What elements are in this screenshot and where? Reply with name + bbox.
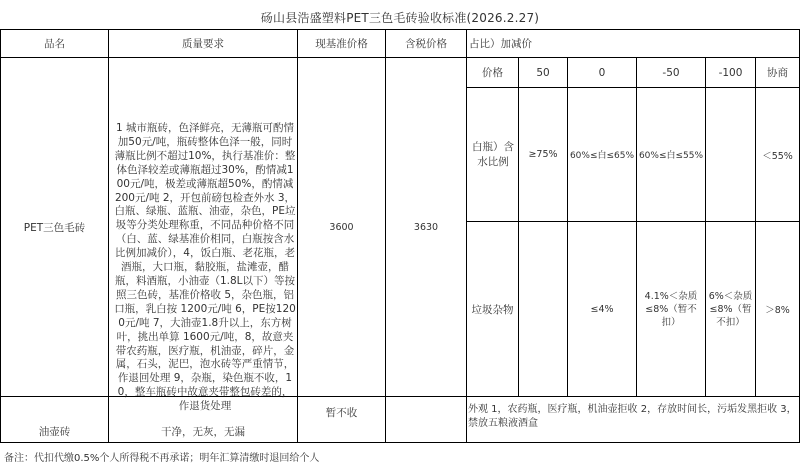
garbage-value: ≤4% (590, 303, 614, 315)
page-title: 砀山县浩盛塑料PET三色毛砖验收标准(2026.2.27) (260, 11, 540, 25)
garbage-value (519, 222, 567, 396)
footer-note: 备注：代扣代缴0.5%个人所得税不再承诺；明年汇算清缴时退回给个人 (4, 453, 320, 464)
header-ratio-adjust: 占比）加减价 (469, 38, 532, 50)
tax-price: 3630 (413, 221, 439, 233)
price-level: 0 (598, 66, 606, 79)
price-level: 50 (536, 66, 550, 79)
white-ratio-label: 白瓶）含水比例 (472, 140, 514, 168)
header-current-price: 现基准价格 (315, 38, 368, 50)
white-ratio-value: 60%≤白≤55% (638, 151, 704, 161)
oil-appearance-rules: 外观 1，农药瓶，医疗瓶，机油壶拒收 2，存放时间长，污垢发黑拒收 3，禁放五粮液酒盒 (468, 404, 797, 429)
header-tax-price: 含税价格 (405, 38, 447, 50)
garbage-value: ＞8% (765, 305, 790, 316)
price-row-label: 价格 (482, 67, 503, 79)
garbage-value: 6%＜杂质≤8%（暂不扣） (708, 290, 753, 328)
price-level: -100 (718, 66, 743, 79)
quality-requirements: 1 城市瓶砖，色泽鲜亮，无薄瓶可酌情加50元/吨，瓶砖整体色泽一般，同时薄瓶比例不超过10%，执行基准价：整体色泽较差或薄瓶超过30%，酌情减100元/吨，极差或薄瓶超50%，酌情减200元/吨 2，开包前磅包检查外水 3，白瓶、绿瓶、蓝瓶、油壶，杂色，PE垃圾等分类处理称重，不同品种价格不同（白、蓝、绿基准价相同，白瓶按含水比例加减价），4，饭白瓶、老花瓶，老酒瓶，大口瓶，黏胶瓶，盐滩壶，醋瓶，料酒瓶，小油壶（1.8L以下）等按照三色砖，基准价格收 5，杂色瓶，铝口瓶，乳白按 1200元/吨 6，PE按1200元/吨 7，大油壶1.8升以上，东方树叶，挑出单算 1600元/吨，8，故意夹带农药瓶，医疗瓶，机油壶，碎片，金属，石头，泥巴，泡水砖等严重情节，作退回处理 9，杂瓶，染色瓶不收，10，整车瓶砖中故意夹带整包砖差的，作退货处理 (114, 122, 296, 413)
header-quality: 质量要求 (182, 38, 224, 50)
price-level: 协商 (767, 67, 788, 79)
price-level: -50 (662, 66, 680, 79)
garbage-value: 4.1%＜杂质≤8%（暂不扣） (644, 290, 698, 328)
white-ratio-value: ≥75% (528, 149, 558, 160)
garbage-label: 垃圾杂物 (471, 303, 514, 316)
white-ratio-value: ＜55% (762, 150, 793, 162)
base-price: 3600 (329, 221, 354, 233)
oil-status: 暂不收 (325, 406, 358, 419)
white-ratio-value: 60%≤白≤65% (569, 151, 635, 161)
oil-product-name: 油壶砖 (38, 425, 71, 438)
white-ratio-value (706, 88, 755, 221)
oil-quality: 干净，无灰，无漏 (161, 425, 245, 438)
header-product: 品名 (44, 38, 65, 50)
product-name: PET三色毛砖 (23, 221, 86, 234)
